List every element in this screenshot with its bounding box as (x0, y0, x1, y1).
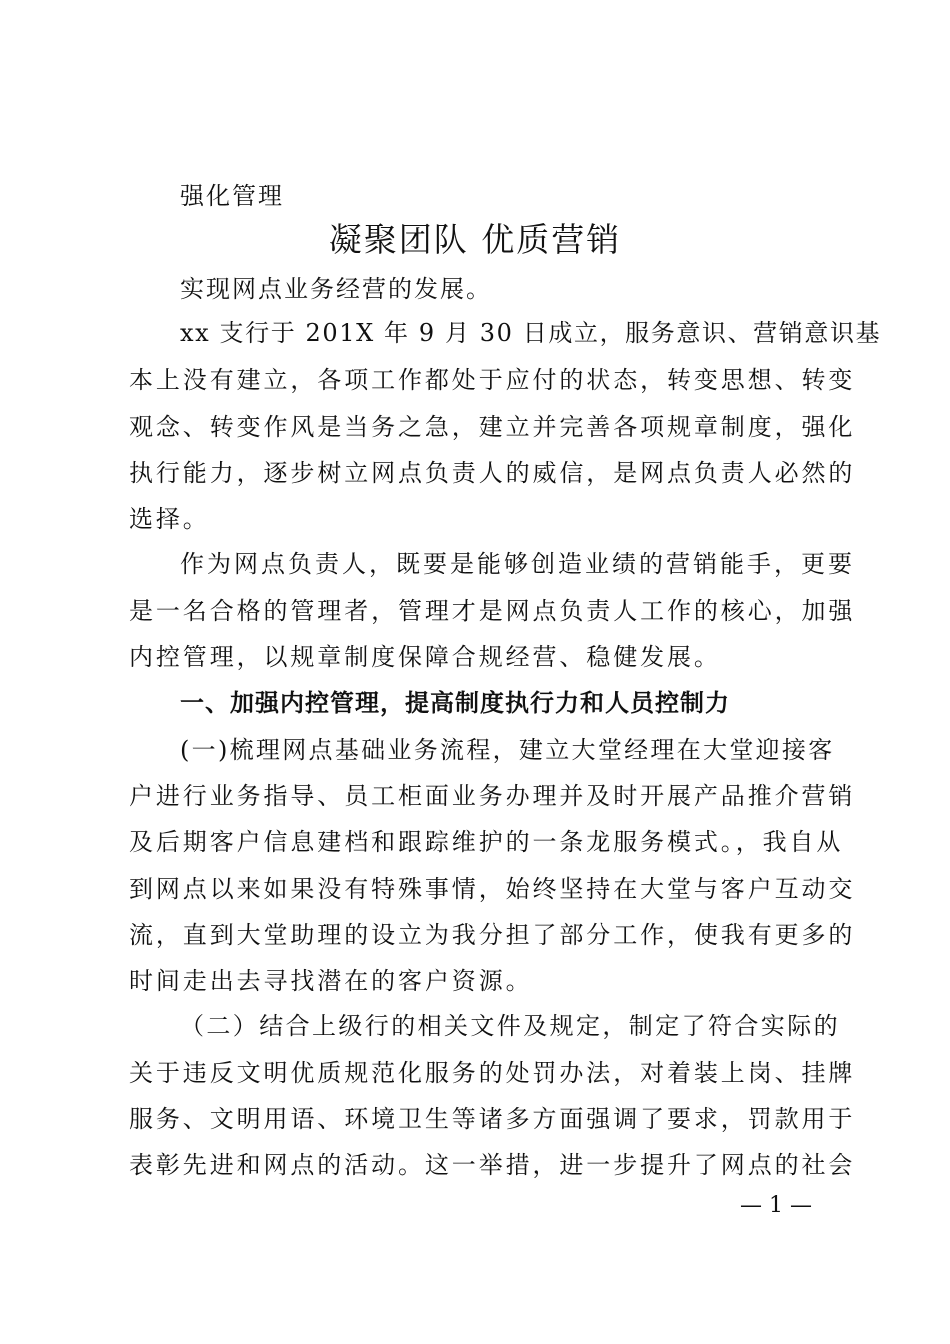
section-heading-1: 一、加强内控管理，提高制度执行力和人员控制力 (180, 689, 730, 717)
paragraph-3-line-3: 及后期客户信息建档和跟踪维护的一条龙服务模式。，我自从 (129, 828, 844, 856)
page-number: — 1 — (740, 1193, 812, 1218)
paragraph-1-line-5: 选择。 (129, 505, 210, 533)
document-title: 凝聚团队 优质营销 (328, 220, 622, 259)
paragraph-4-line-3: 服务、文明用语、环境卫生等诸多方面强调了要求，罚款用于 (129, 1105, 856, 1133)
paragraph-2-line-3: 内控管理，以规章制度保障合规经营、稳健发展。 (129, 643, 721, 671)
paragraph-1-line-3: 观念、转变作风是当务之急，建立并完善各项规章制度，强化 (129, 413, 856, 441)
paragraph-2-line-2: 是一名合格的管理者，管理才是网点负责人工作的核心，加强 (129, 597, 856, 625)
paragraph-1-line-2: 本上没有建立，各项工作都处于应付的状态，转变思想、转变 (129, 366, 856, 394)
intro-line: 实现网点业务经营的发展。 (180, 275, 492, 303)
paragraph-2-line-1: 作为网点负责人，既要是能够创造业绩的营销能手，更要 (180, 550, 855, 578)
paragraph-4-line-4: 表彰先进和网点的活动。这一举措，进一步提升了网点的社会 (129, 1151, 856, 1179)
paragraph-4-line-2: 关于违反文明优质规范化服务的处罚办法，对着装上岗、挂牌 (129, 1059, 856, 1087)
paragraph-1-line-4: 执行能力，逐步树立网点负责人的威信，是网点负责人必然的 (129, 459, 856, 487)
pre-title: 强化管理 (180, 182, 284, 210)
paragraph-3-line-2: 户进行业务指导、员工柜面业务办理并及时开展产品推介营销 (129, 782, 856, 810)
paragraph-3-line-6: 时间走出去寻找潜在的客户资源。 (129, 967, 533, 995)
paragraph-1-line-1: xx 支行于 201X 年 9 月 30 日成立，服务意识、营销意识基 (180, 319, 882, 347)
paragraph-4-line-1: （二）结合上级行的相关文件及规定，制定了符合实际的 (180, 1012, 840, 1040)
paragraph-3-line-5: 流，直到大堂助理的设立为我分担了部分工作，使我有更多的 (129, 921, 856, 949)
paragraph-3-line-4: 到网点以来如果没有特殊事情，始终坚持在大堂与客户互动交 (129, 875, 856, 903)
paragraph-3-line-1: (一)梳理网点基础业务流程，建立大堂经理在大堂迎接客 (180, 736, 835, 764)
